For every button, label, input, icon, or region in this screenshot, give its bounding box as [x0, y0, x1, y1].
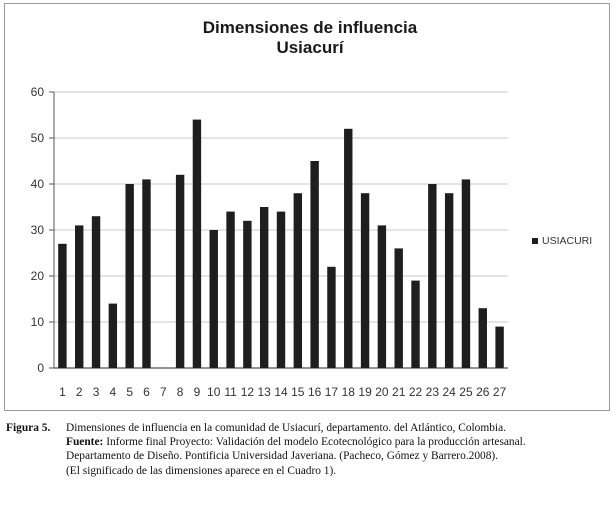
legend-swatch [532, 238, 538, 244]
bar [109, 304, 117, 368]
x-tick-label: 12 [240, 385, 255, 399]
y-tick-label: 40 [30, 177, 44, 191]
figure-text: Dimensiones de influencia en la comunidad de Usiacurí, departamento. del Atlántico, Colombia. [66, 422, 506, 434]
x-tick-label: 7 [159, 385, 167, 399]
y-tick-label: 10 [30, 315, 44, 329]
x-tick-label: 6 [143, 385, 150, 399]
chart-title: Dimensiones de influencia [202, 18, 418, 37]
x-tick-label: 22 [408, 385, 423, 399]
bar [142, 179, 150, 368]
source-text: Informe final Proyecto: Validación del modelo Ecotecnológico para la producción artesanal. [106, 436, 526, 449]
bar [395, 248, 403, 368]
source-label: Fuente: [66, 436, 104, 449]
x-tick-label: 18 [341, 385, 355, 399]
x-tick-label: 27 [492, 385, 507, 399]
bar [344, 129, 352, 368]
source-line [6, 435, 612, 449]
bar [428, 184, 436, 368]
figure-label: Figura 5. [6, 422, 51, 434]
bar [176, 175, 184, 368]
legend [532, 235, 592, 247]
bar [260, 207, 268, 368]
bar [310, 161, 318, 368]
x-tick-label: 17 [324, 385, 339, 399]
bar [92, 216, 100, 368]
x-tick-label: 23 [425, 385, 440, 399]
y-tick-label: 30 [30, 223, 44, 237]
y-tick-label: 60 [30, 85, 44, 99]
x-tick-label: 24 [442, 385, 456, 399]
x-tick-label: 14 [274, 385, 288, 399]
x-tick-label: 16 [307, 385, 322, 399]
bar [462, 179, 470, 368]
bar-layer [58, 120, 504, 368]
x-tick-label: 2 [75, 385, 83, 399]
x-tick-label: 1 [59, 385, 66, 399]
x-tick-label: 9 [193, 385, 201, 399]
bar [327, 267, 335, 368]
figure-caption [6, 421, 612, 478]
x-tick-label: 8 [176, 385, 184, 399]
bar [495, 327, 503, 368]
bar [58, 244, 66, 368]
x-tick-label: 19 [358, 385, 372, 399]
bar [277, 212, 285, 368]
bar [411, 281, 419, 368]
x-tick-label: 3 [92, 385, 100, 399]
note-line: (El significado de las dimensiones aparece en el Cuadro 1). [66, 464, 337, 477]
bar [125, 184, 133, 368]
bar [294, 193, 302, 368]
bar [193, 120, 201, 368]
y-tick-label: 20 [30, 269, 44, 283]
department-line: Departamento de Diseño. Pontificia Universidad Javeriana. (Pacheco, Gómez y Barrero.2008). [66, 450, 499, 463]
x-tick-label: 11 [224, 385, 237, 399]
bar [243, 221, 251, 368]
bar [226, 212, 234, 368]
bar [445, 193, 453, 368]
bar [75, 225, 83, 368]
x-tick-label: 26 [476, 385, 490, 399]
x-tick-label: 4 [109, 385, 117, 399]
x-tick-label: 15 [291, 385, 305, 399]
x-tick-label: 20 [375, 385, 389, 399]
bar [378, 225, 386, 368]
bar [210, 230, 218, 368]
y-tick-label: 0 [37, 361, 44, 375]
x-tick-label: 21 [392, 385, 406, 399]
bar [479, 308, 487, 368]
chart-subtitle: Usiacurí [276, 38, 344, 57]
bar [361, 193, 369, 368]
x-tick-label: 5 [126, 385, 134, 399]
y-tick-label: 50 [30, 131, 44, 145]
x-tick-label: 10 [207, 385, 221, 399]
x-tick-label: 13 [257, 385, 271, 399]
legend-label: USIACURI [542, 235, 593, 247]
x-tick-label: 25 [459, 385, 473, 399]
